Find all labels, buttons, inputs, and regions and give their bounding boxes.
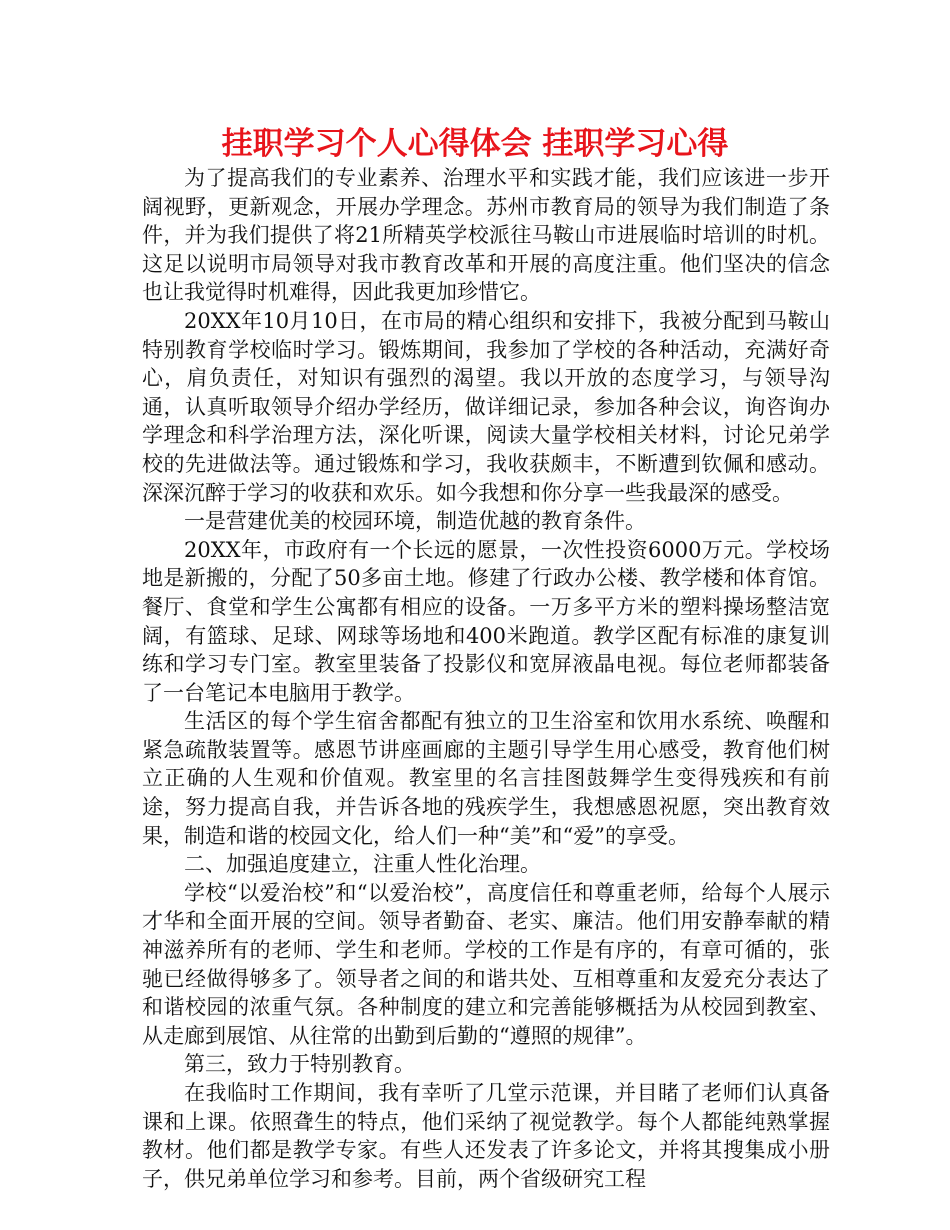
section-heading-special-education: 第三，致力于特别教育。 [184,1052,415,1077]
paragraph-teaching: 在我临时工作期间，我有幸听了几堂示范课，并目睹了老师们认真备课和上课。依照聋生的特点，他们采纳了视觉教学。每个人都能纯熟掌握教材。他们都是教学专家。有些人还发表了许多论文，并将其搜集成小册子，供兄弟单位学习和参考。目前，两个省级研究工程 [142,1081,830,1191]
section-heading-management: 二、加强追度建立，注重人性化治理。 [184,852,541,877]
paragraph-living-area: 生活区的每个学生宿舍都配有独立的卫生浴室和饮用水系统、唤醒和紧急疏散装置等。感恩节讲座画廊的主题引导学生用心感受，教育他们树立正确的人生观和价值观。教室里的名言挂图鼓舞学生变得残疾和有前途，努力提高自我，并告诉各地的残疾学生，我想感恩祝愿，突出教育效果，制造和谐的校园文化，给人们一种“美”和“爱”的享受。 [142,709,830,848]
paragraph-assignment: 20XX年10月10日，在市局的精心组织和安排下，我被分配到马鞍山特别教育学校临时学习。锻炼期间，我参加了学校的各种活动，充满好奇心，肩负责任，对知识有强烈的渴望。我以开放的态度学习，与领导沟通，认真听取领导介绍办学经历，做详细记录，参加各种会议，询咨询办学理念和科学治理方法，深化听课，阅读大量学校相关材料，讨论兄弟学校的先进做法等。通过锻炼和学习，我收获颇丰，不断遭到钦佩和感动。深深沉醉于学习的收获和欢乐。如今我想和你分享一些我最深的感受。 [142,308,830,505]
paragraph-facilities: 20XX年，市政府有一个长远的愿景，一次性投资6000万元。学校场地是新搬的，分配了50多亩土地。修建了行政办公楼、教学楼和体育馆。餐厅、食堂和学生公寓都有相应的设备。一万多平方米的塑料操场整洁宽阔，有篮球、足球、网球等场地和400米跑道。教学区配有标准的康复训练和学习专门室。教室里装备了投影仪和宽屏液晶电视。每位老师都装备了一台笔记本电脑用于教学。 [142,537,830,705]
paragraph-intro: 为了提高我们的专业素养、治理水平和实践才能，我们应该进一步开阔视野，更新观念，开展办学理念。苏州市教育局的领导为我们制造了条件，并为我们提供了将21所精英学校派往马鞍山市进展临时培训的时机。这足以说明市局领导对我市教育改革和开展的高度注重。他们坚决的信念也让我觉得时机难得，因此我更加珍惜它。 [142,166,830,305]
section-heading-environment: 一是营建优美的校园环境，制造优越的教育条件。 [184,509,646,534]
document-title: 挂职学习个人心得体会 挂职学习心得 [221,126,729,162]
document-body [142,164,830,1193]
paragraph-management: 学校“以爱治校”和“以爱治校”，高度信任和尊重老师，给每个人展示才华和全面开展的空间。领导者勤奋、老实、廉洁。他们用安静奉献的精神滋养所有的老师、学生和老师。学校的工作是有序的，有章可循的，张驰已经做得够多了。领导者之间的和谐共处、互相尊重和友爱充分表达了和谐校园的浓重气氛。各种制度的建立和完善能够概括为从校园到教室、从走廊到展馆、从往常的出勤到后勤的“遵照的规律”。 [142,880,830,1048]
